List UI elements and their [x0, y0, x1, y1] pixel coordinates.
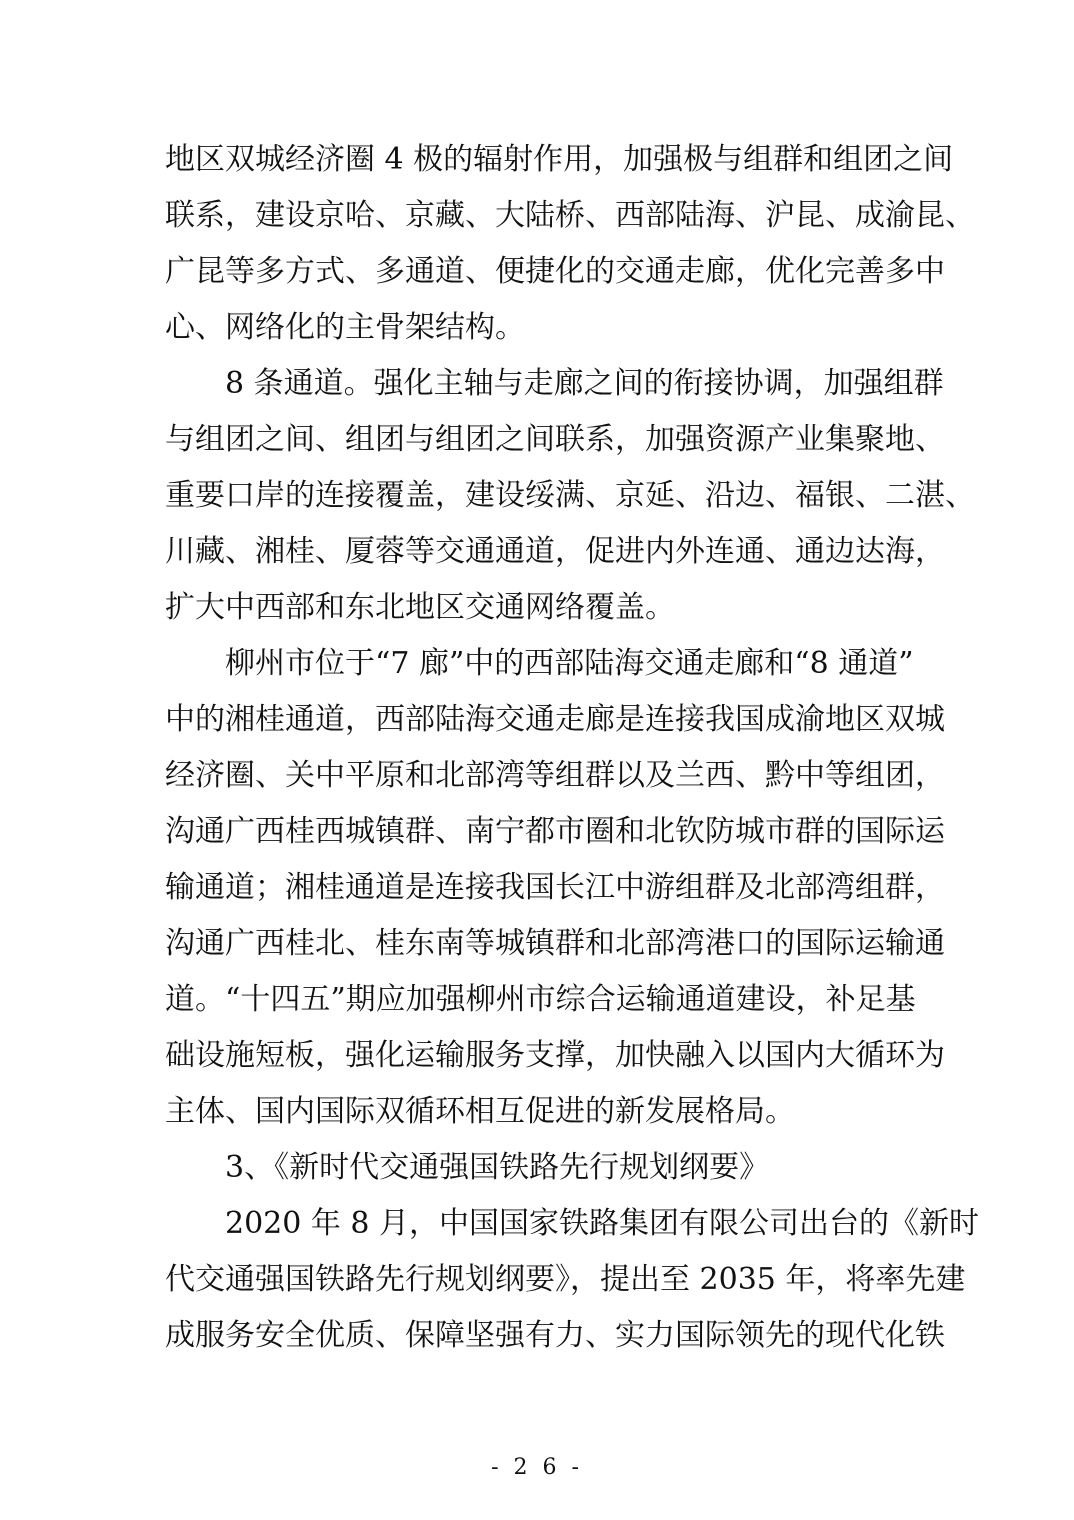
text-line: 础设施短板，强化运输服务支撑，加快融入以国内大循环为	[165, 1038, 945, 1073]
text-line: 地区双城经济圈 4 极的辐射作用，加强极与组群和组团之间	[165, 142, 954, 177]
text-line: 2020 年 8 月，中国国家铁路集团有限公司出台的《新时	[225, 1206, 980, 1241]
section-heading: 3、《新时代交通强国铁路先行规划纲要》	[225, 1150, 770, 1185]
text-line: 8 条通道。强化主轴与走廊之间的衔接协调，加强组群	[225, 366, 944, 401]
text-line: 广昆等多方式、多通道、便捷化的交通走廊，优化完善多中	[165, 254, 945, 289]
text-line: 沟通广西桂西城镇群、南宁都市圈和北钦防城市群的国际运	[165, 814, 945, 849]
text-line: 经济圈、关中平原和北部湾等组群以及兰西、黔中等组团，	[165, 758, 945, 793]
text-line: 扩大中西部和东北地区交通网络覆盖。	[165, 590, 675, 625]
text-line: 柳州市位于“7 廊”中的西部陆海交通走廊和“8 通道”	[225, 646, 914, 681]
text-line: 代交通强国铁路先行规划纲要》，提出至 2035 年，将率先建	[165, 1262, 966, 1297]
text-line: 联系，建设京哈、京藏、大陆桥、西部陆海、沪昆、成渝昆、	[165, 198, 975, 233]
text-line: 沟通广西桂北、桂东南等城镇群和北部湾港口的国际运输通	[165, 926, 945, 961]
text-line: 输通道；湘桂通道是连接我国长江中游组群及北部湾组群，	[165, 870, 945, 905]
text-line: 道。“十四五”期应加强柳州市综合运输通道建设，补足基	[165, 982, 916, 1017]
text-line: 心、网络化的主骨架结构。	[165, 310, 525, 345]
page-number: - 2 6 -	[491, 1455, 583, 1480]
text-line: 与组团之间、组团与组团之间联系，加强资源产业集聚地、	[165, 422, 945, 457]
text-line: 主体、国内国际双循环相互促进的新发展格局。	[165, 1094, 795, 1129]
text-line: 重要口岸的连接覆盖，建设绥满、京延、沿边、福银、二湛、	[165, 478, 975, 513]
text-line: 中的湘桂通道，西部陆海交通走廊是连接我国成渝地区双城	[165, 702, 945, 737]
text-line: 成服务安全优质、保障坚强有力、实力国际领先的现代化铁	[165, 1318, 945, 1353]
text-line: 川藏、湘桂、厦蓉等交通通道，促进内外连通、通边达海，	[165, 534, 945, 569]
